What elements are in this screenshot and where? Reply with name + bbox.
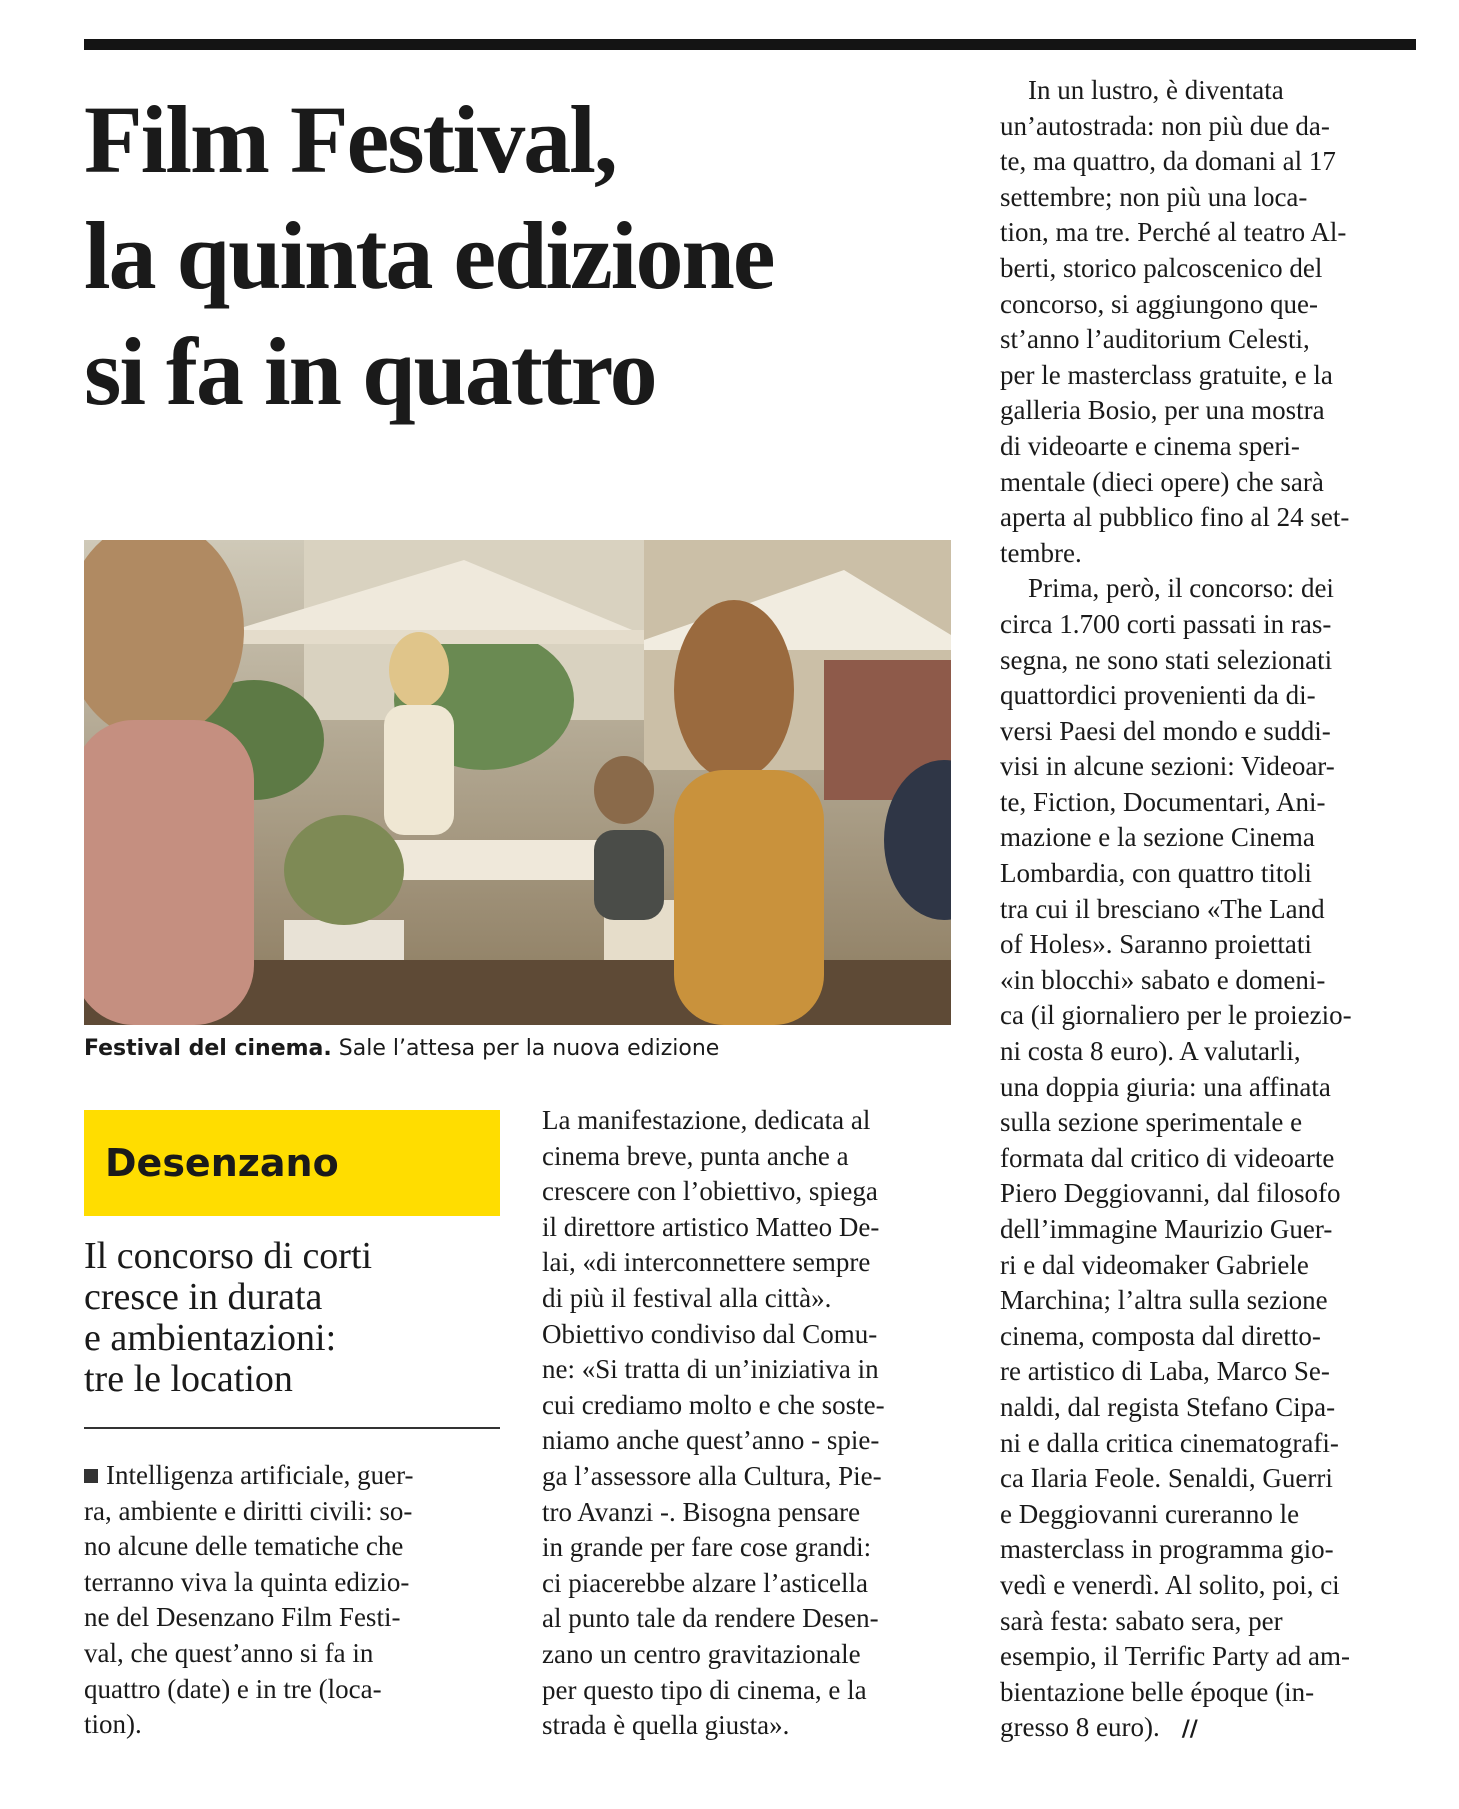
- headline: [84, 82, 964, 430]
- body-line: te, Fiction, Documentari, Ani-: [1000, 786, 1326, 817]
- body-line: settembre; non più una loca-: [1000, 181, 1308, 212]
- body-line: quattordici provenienti da di-: [1000, 680, 1316, 711]
- body-column-2: [542, 1103, 960, 1744]
- body-line: ra, ambiente e diritti civili: so-: [84, 1495, 413, 1526]
- body-line: tro Avanzi -. Bisogna pensare: [542, 1496, 861, 1527]
- body-line: ca Ilaria Feole. Senaldi, Guerri: [1000, 1463, 1333, 1494]
- body-line: ne del Desenzano Film Festi-: [84, 1602, 401, 1633]
- body-line: di videoarte e cinema speri-: [1000, 430, 1300, 461]
- body-line: ni e dalla critica cinematografi-: [1000, 1427, 1339, 1458]
- body-line: mazione e la sezione Cinema: [1000, 822, 1315, 853]
- body-line: tion).: [84, 1709, 142, 1740]
- body-line: ga l’assessore alla Cultura, Pie-: [542, 1460, 882, 1491]
- body-line: quattro (date) e in tre (loca-: [84, 1673, 382, 1704]
- body-line: un’autostrada: non più due da-: [1000, 110, 1330, 141]
- body-column-3: [1000, 73, 1416, 1748]
- body-line: segna, ne sono stati selezionati: [1000, 644, 1333, 675]
- body-line: terranno viva la quinta edizio-: [84, 1566, 410, 1597]
- body-line: esempio, il Terrific Party ad am-: [1000, 1641, 1350, 1672]
- article-photo: [84, 540, 951, 1025]
- body-line-text: gresso 8 euro).: [1000, 1712, 1160, 1743]
- divider: [84, 1427, 500, 1429]
- body-line: vedì e venerdì. Al solito, poi, ci: [1000, 1569, 1340, 1600]
- body-line: aperta al pubblico fino al 24 set-: [1000, 502, 1350, 533]
- end-of-article-mark: //: [1181, 1717, 1198, 1743]
- body-line: La manifestazione, dedicata al: [542, 1105, 871, 1135]
- body-line: dell’immagine Maurizio Guer-: [1000, 1214, 1333, 1244]
- body-line: re artistico di Laba, Marco Se-: [1000, 1356, 1330, 1387]
- body-line: per questo tipo di cinema, e la: [542, 1674, 867, 1705]
- body-line: ne: «Si tratta di un’iniziativa in: [542, 1354, 879, 1385]
- body-line: berti, storico palcoscenico del: [1000, 252, 1323, 283]
- headline-line: la quinta edizione: [84, 202, 774, 309]
- body-line: of Holes». Saranno proiettati: [1000, 929, 1312, 960]
- subhead-line: e ambientazioni:: [84, 1317, 337, 1359]
- body-line: In un lustro, è diventata: [1028, 75, 1284, 105]
- body-line: no alcune delle tematiche che: [84, 1531, 404, 1562]
- section-tag: [84, 1110, 500, 1216]
- body-line: cinema, composta dal diretto-: [1000, 1320, 1321, 1351]
- body-line: st’anno l’auditorium Celesti,: [1000, 324, 1310, 355]
- body-line: ni costa 8 euro). A valutarli,: [1000, 1036, 1301, 1067]
- body-line: cinema breve, punta anche a: [542, 1140, 849, 1171]
- subhead-line: cresce in durata: [84, 1276, 323, 1318]
- body-line: masterclass in programma gio-: [1000, 1534, 1334, 1565]
- body-line: mentale (dieci opere) che sarà: [1000, 466, 1324, 497]
- body-line: tra cui il bresciano «The Land: [1000, 893, 1325, 924]
- body-line: zano un centro gravitazionale: [542, 1638, 861, 1669]
- body-column-1: [84, 1458, 500, 1743]
- subhead-line: tre le location: [84, 1358, 293, 1400]
- body-line-text: Intelligenza artificiale, guer-: [106, 1460, 414, 1490]
- body-line: «in blocchi» sabato e domeni-: [1000, 964, 1326, 995]
- subheadline: [84, 1236, 504, 1400]
- body-line: [84, 1458, 500, 1494]
- body-line: te, ma quattro, da domani al 17: [1000, 146, 1336, 177]
- section-tag-label: Desenzano: [105, 1141, 339, 1185]
- body-line: Obiettivo condiviso dal Comu-: [542, 1318, 878, 1349]
- body-line: concorso, si aggiungono que-: [1000, 288, 1318, 319]
- caption-text: Sale l’attesa per la nuova edizione: [331, 1036, 720, 1061]
- body-line: Marchina; l’altra sulla sezione: [1000, 1285, 1328, 1316]
- body-line: ri e dal videomaker Gabriele: [1000, 1249, 1309, 1280]
- body-line: una doppia giuria: una affinata: [1000, 1071, 1331, 1102]
- body-line: crescere con l’obiettivo, spiega: [542, 1176, 878, 1207]
- body-line: Piero Deggiovanni, dal filosofo: [1000, 1178, 1341, 1209]
- body-line: e Deggiovanni cureranno le: [1000, 1498, 1300, 1529]
- body-line: Prima, però, il concorso: dei: [1028, 573, 1334, 604]
- body-line: [1000, 1710, 1416, 1748]
- body-line: lai, «di interconnettere sempre: [542, 1247, 871, 1278]
- body-line: formata dal critico di videoarte: [1000, 1142, 1335, 1173]
- body-line: versi Paesi del mondo e suddi-: [1000, 715, 1331, 746]
- body-line: strada è quella giusta».: [542, 1710, 790, 1741]
- body-line: niamo anche quest’anno - spie-: [542, 1425, 880, 1456]
- body-line: di più il festival alla città».: [542, 1282, 832, 1313]
- photo-caption: [84, 1034, 964, 1064]
- body-line: bientazione belle époque (in-: [1000, 1676, 1315, 1707]
- caption-bold: Festival del cinema.: [84, 1036, 332, 1061]
- subhead-line: Il concorso di corti: [84, 1235, 373, 1277]
- body-line: sulla sezione sperimentale e: [1000, 1107, 1303, 1138]
- body-line: Lombardia, con quattro titoli: [1000, 858, 1312, 889]
- body-line: tembre.: [1000, 537, 1082, 568]
- body-line: al punto tale da rendere Desen-: [542, 1603, 879, 1634]
- body-line: ci piacerebbe alzare l’asticella: [542, 1567, 869, 1598]
- body-line: cui crediamo molto e che soste-: [542, 1389, 885, 1420]
- body-line: sarà festa: sabato sera, per: [1000, 1605, 1283, 1636]
- bullet-square-icon: [84, 1469, 98, 1483]
- body-line: naldi, dal regista Stefano Cipa-: [1000, 1391, 1336, 1422]
- body-line: per le masterclass gratuite, e la: [1000, 359, 1333, 390]
- top-rule: [84, 39, 1416, 50]
- body-line: galleria Bosio, per una mostra: [1000, 395, 1325, 426]
- body-line: il direttore artistico Matteo De-: [542, 1211, 880, 1242]
- body-line: val, che quest’anno si fa in: [84, 1637, 374, 1668]
- body-line: circa 1.700 corti passati in ras-: [1000, 608, 1332, 639]
- body-line: ca (il giornaliero per le proiezio-: [1000, 1000, 1352, 1031]
- body-line: in grande per fare cose grandi:: [542, 1532, 872, 1563]
- headline-line: Film Festival,: [84, 86, 616, 193]
- body-line: tion, ma tre. Perché al teatro Al-: [1000, 217, 1347, 248]
- body-line: visi in alcune sezioni: Videoar-: [1000, 751, 1335, 782]
- headline-line: si fa in quattro: [84, 318, 656, 425]
